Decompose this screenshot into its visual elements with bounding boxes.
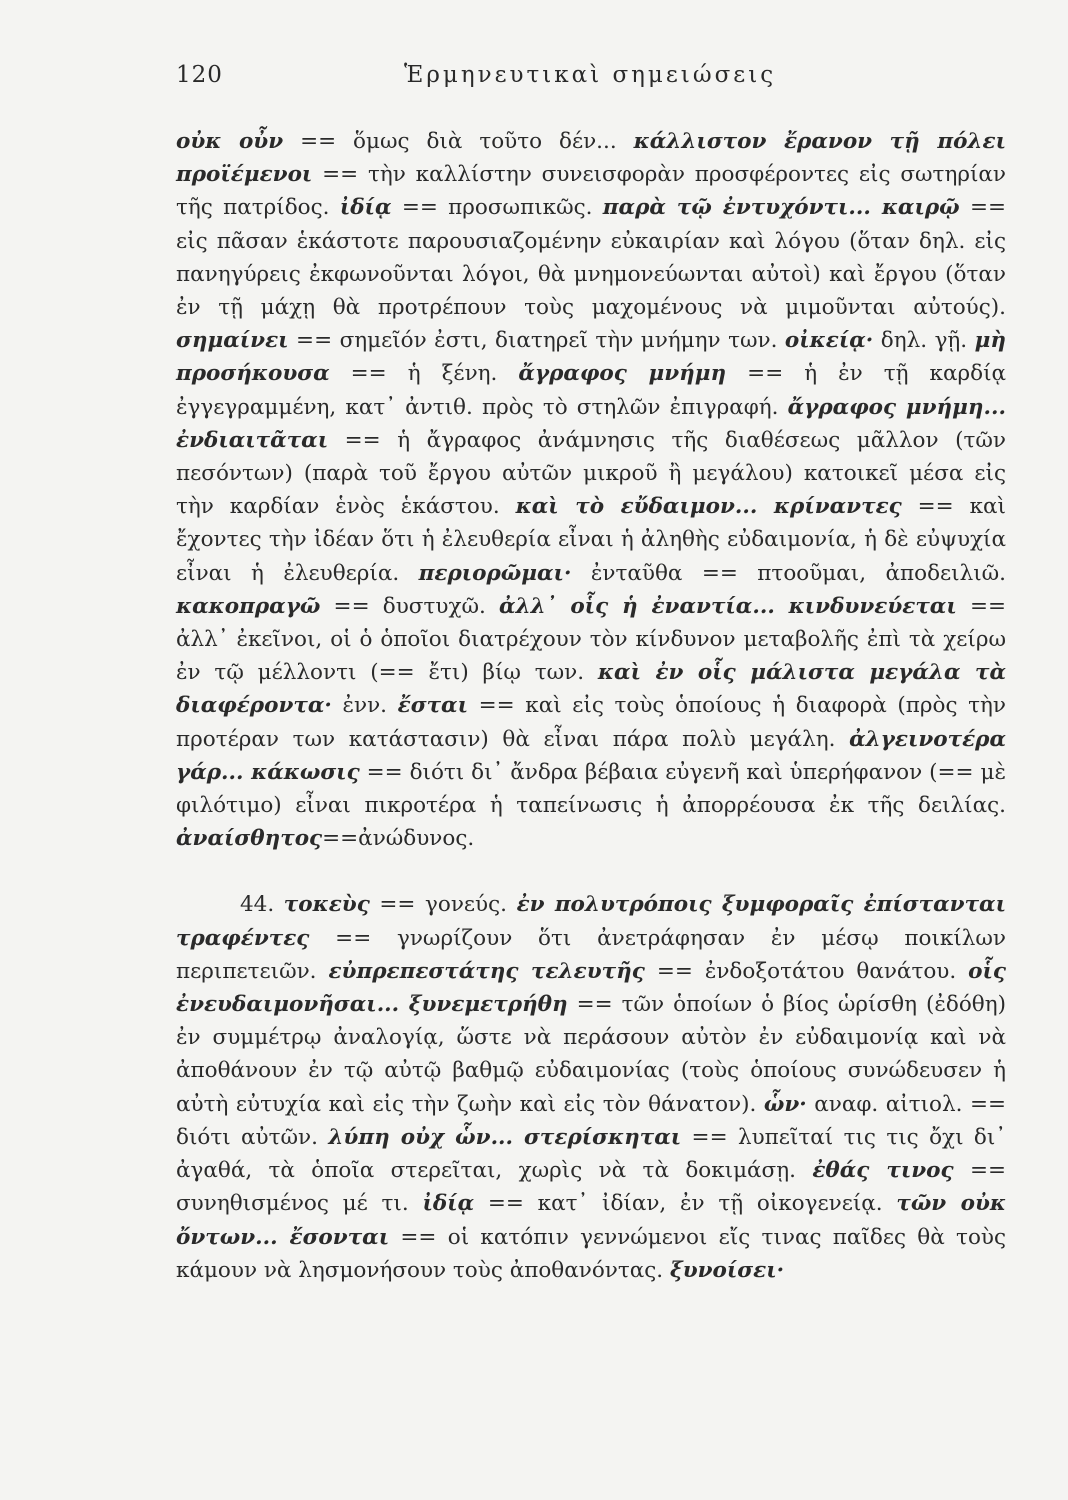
- gloss: == οἱ κατόπιν γεννώμενοι εἴς τινας παῖδες θὰ τοὺς κάμουν νὰ λησμονήσουν τοὺς ἀποθανόντας.: [176, 1224, 1007, 1283]
- gloss: == συνηθισμένος μέ τι.: [176, 1158, 1006, 1217]
- lemma: κακοπραγῶ: [176, 593, 321, 619]
- page-number: 120: [176, 62, 223, 88]
- lemma: ἀλγεινοτέρα γάρ... κάκωσις: [176, 726, 1006, 785]
- lemma: κάλλιστον ἔρανον τῇ πόλει προϊέμενοι: [176, 129, 1006, 188]
- gloss: == τὴν καλλίστην συνεισφορὰν προσφέροντες εἰς σωτηρίαν τῆς πατρίδος.: [176, 162, 1006, 221]
- lemma: ἄγραφος μνήμη... ἐνδιαιτᾶται: [176, 394, 1006, 453]
- lemma: οἷς ἐνευδαιμονῆσαι... ξυνεμετρήθη: [176, 958, 1007, 1018]
- lemma: ἐθάς τινος: [812, 1158, 954, 1184]
- gloss: ==ἀνώδυνος.: [322, 826, 475, 852]
- gloss: == καὶ εἰς τοὺς ὁποίους ἡ διαφορὰ (πρὸς τὴν προτέραν των κατάστασιν) θὰ εἶναι πάρα πολὺ μεγάλη.: [176, 693, 1006, 752]
- gloss: ἐνν.: [331, 693, 398, 719]
- gloss: == προσωπικῶς.: [391, 195, 603, 221]
- gloss: ἐνταῦθα == πτοοῦμαι, ἀποδειλιῶ.: [571, 560, 1006, 586]
- gloss: == σημεῖόν ἐστι, διατηρεῖ τὴν μνήμην των.: [288, 328, 785, 354]
- lemma: ἀναίσθητος: [176, 826, 323, 852]
- gloss: == καὶ ἔχοντες τὴν ἰδέαν ὅτι ἡ ἐλευθερία εἶναι ἡ ἀληθὴς εὐδαιμονία, ἡ δὲ εὐψυχία εἶναι ἡ ἐλευθερία.: [176, 494, 1006, 586]
- lemma: καὶ τὸ εὔδαιμον... κρίναντες: [515, 494, 902, 520]
- lemma: ἔσται: [397, 693, 468, 719]
- gloss: == ἡ ξένη.: [329, 361, 519, 387]
- gloss: == ἐνδοξοτάτου θανάτου.: [644, 958, 969, 984]
- lemma: οὐκ οὖν: [176, 129, 284, 154]
- lemma: ἄγραφος μνήμη: [518, 361, 727, 387]
- lemma: ξυνοίσει·: [669, 1257, 785, 1283]
- lemma: ἀλλ᾽ οἷς ἡ ἐναντία... κινδυνεύεται: [499, 593, 957, 619]
- gloss: δηλ. γῇ.: [873, 328, 975, 354]
- commentary-text: [176, 125, 1006, 1287]
- gloss: == τῶν ὁποίων ὁ βίος ὡρίσθη (ἐδόθη) ἐν συμμέτρῳ ἀναλογίᾳ, ὥστε νὰ περάσουν αὐτὸν ἐν εὐδαιμονίᾳ καὶ νὰ ἀποθάνουν ἐν τῷ αὐτῷ βαθμῷ εὐδαιμονίας (τοὺς ὁποίους συνώδευσεν ἡ αὐτὴ εὐτυχία καὶ εἰς τὴν ζωὴν καὶ εἰς τὸν θάνατον).: [176, 992, 1006, 1117]
- commentary-paragraph-44: [176, 888, 1006, 1286]
- lemma: οἰκείᾳ·: [784, 328, 874, 354]
- lemma: μὴ προσήκουσα: [176, 328, 1006, 387]
- gloss: == γνωρίζουν ὅτι ἀνετράφησαν ἐν μέσῳ ποικίλων περιπετειῶν.: [176, 925, 1006, 984]
- running-title: Ἑρμηνευτικαὶ σημειώσεις: [404, 62, 777, 88]
- gloss: == ἡ ἄγραφος ἀνάμνησις τῆς διαθέσεως μᾶλλον (τῶν πεσόντων) (παρὰ τοῦ ἔργου αὐτῶν μικροῦ ἢ μεγάλου) κατοικεῖ μέσα εἰς τὴν καρδίαν ἑνὸς ἑκάστου.: [176, 427, 1006, 520]
- lemma: παρὰ τῷ ἐντυχόντι... καιρῷ: [602, 195, 960, 221]
- lemma: εὐπρεπεστάτης τελευτῆς: [328, 958, 645, 984]
- lemma: σημαίνει: [176, 328, 289, 354]
- gloss: == δυστυχῶ.: [320, 593, 500, 619]
- lemma: τῶν οὐκ ὄντων... ἔσονται: [176, 1191, 1006, 1250]
- gloss: == ὅμως διὰ τοῦτο δέν...: [283, 129, 634, 154]
- gloss: == κατ᾽ ἰδίαν, ἐν τῇ οἰκογενείᾳ.: [474, 1191, 897, 1217]
- lemma: ἰδίᾳ: [422, 1191, 475, 1217]
- page-header: [176, 62, 1006, 102]
- paragraph-number: 44.: [240, 892, 284, 918]
- gloss: == λυπεῖταί τις τις ὄχι δι᾽ ἀγαθά, τὰ ὁποῖα στερεῖται, χωρὶς νὰ τὰ δοκιμάσῃ.: [176, 1124, 1007, 1184]
- gloss: == διότι δι᾽ ἄνδρα βέβαια εὐγενῆ καὶ ὑπερήφανον (== μὲ φιλότιμο) εἶναι πικροτέρα ἡ ταπείνωσις ἡ ἀπορρέουσα ἐκ τῆς δειλίας.: [176, 759, 1006, 819]
- gloss: αναφ. αἰτιολ. == διότι αὐτῶν.: [176, 1091, 1006, 1150]
- gloss: == ἡ ἐν τῇ καρδίᾳ ἐγγεγραμμένη, κατ᾽ ἀντιθ. πρὸς τὸ στηλῶν ἐπιγραφή.: [176, 361, 1007, 420]
- lemma: τοκεὺς: [283, 892, 370, 918]
- lemma: περιορῶμαι·: [418, 560, 572, 586]
- gloss: == εἰς πᾶσαν ἑκάστοτε παρουσιαζομένην εὐκαιρίαν καὶ λόγου (ὅταν δηλ. εἰς πανηγύρεις ἐκφωνοῦνται λόγοι, θὰ μνημονεύωνται αὐτοὶ) καὶ ἔργου (ὅταν ἐν τῇ μάχῃ θὰ προτρέπουν τοὺς μαχομένους νὰ μιμοῦνται αὐτούς).: [176, 195, 1006, 321]
- lemma: ὧν·: [763, 1091, 807, 1117]
- gloss: == γονεύς.: [369, 892, 517, 918]
- lemma: καὶ ἐν οἷς μάλιστα μεγάλα τὰ διαφέροντα·: [176, 660, 1006, 719]
- lemma: λύπη οὐχ ὧν... στερίσκηται: [328, 1124, 682, 1150]
- gloss: == ἀλλ᾽ ἐκεῖνοι, οἱ ὁ ὁποῖοι διατρέχουν τὸν κίνδυνον μεταβολῆς ἐπὶ τὰ χείρω ἐν τῷ μέλλοντι (== ἔτι) βίῳ των.: [176, 593, 1006, 686]
- lemma: ἐν πολυτρόποις ξυμφοραῖς ἐπίστανται τραφέντες: [176, 892, 1006, 951]
- commentary-paragraph: [176, 125, 1006, 855]
- lemma: ἰδίᾳ: [339, 195, 392, 221]
